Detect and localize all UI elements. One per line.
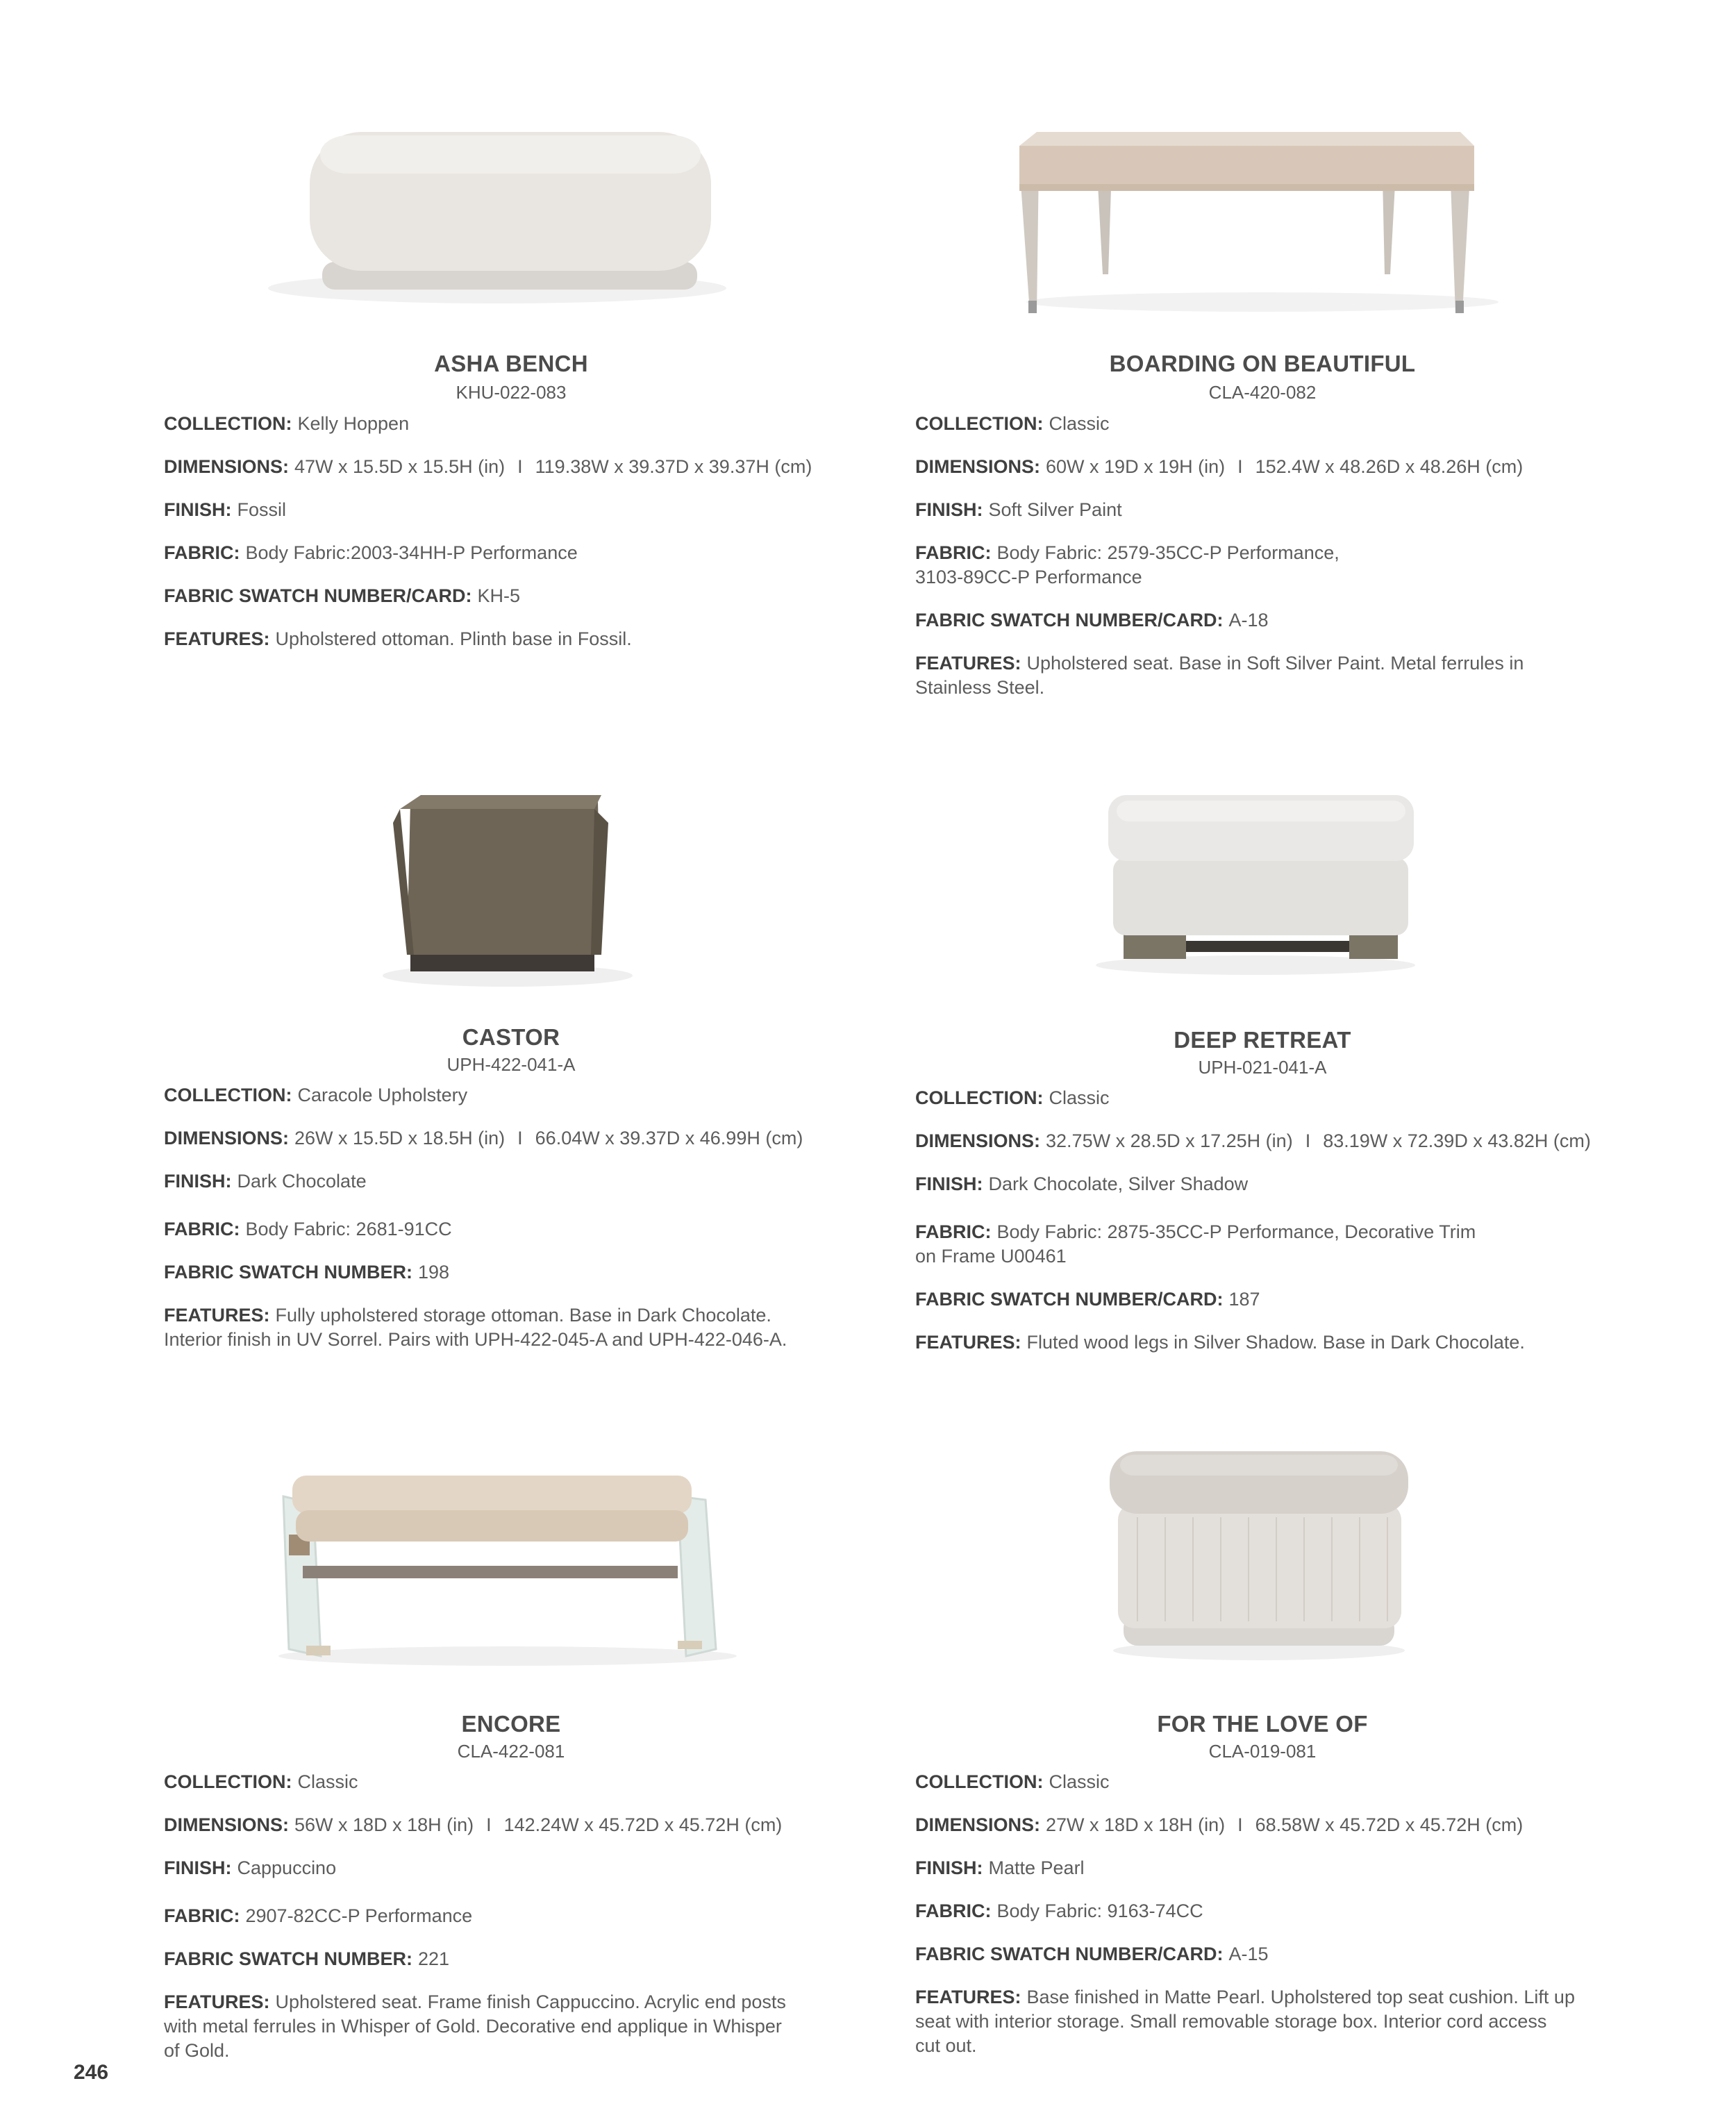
spec-swatch: FABRIC SWATCH NUMBER/CARD: 187 (915, 1289, 1260, 1310)
ottoman-illustration (915, 1448, 1610, 1698)
spec-collection: COLLECTION: Classic (915, 413, 1110, 434)
page-number: 246 (74, 2061, 109, 2084)
spec-collection: COLLECTION: Classic (915, 1087, 1110, 1108)
spec-dimensions: DIMENSIONS: 47W x 15.5D x 15.5H (in) I 119.38W x 39.37D x 39.37H (cm) (164, 456, 812, 477)
ottoman-illustration (164, 767, 858, 1017)
bench-illustration (164, 1448, 858, 1698)
product-sku: UPH-021-041-A (1198, 1057, 1327, 1078)
product-specs (915, 1086, 1610, 1373)
product-image-for-the-love-of (915, 1448, 1610, 1698)
product-image-encore (164, 1448, 858, 1698)
product-sku: KHU-022-083 (456, 382, 567, 403)
product-specs (164, 412, 858, 670)
spec-collection: COLLECTION: Caracole Upholstery (164, 1085, 468, 1105)
spec-collection: COLLECTION: Classic (915, 1771, 1110, 1792)
spec-finish: FINISH: Fossil (164, 499, 287, 520)
product-sku: UPH-422-041-A (446, 1054, 576, 1075)
product-specs (164, 1083, 858, 1371)
spec-features: FEATURES: Upholstered ottoman. Plinth base in Fossil. (164, 628, 632, 649)
bench-illustration (915, 80, 1610, 330)
ottoman-illustration (915, 767, 1610, 1017)
spec-dimensions: DIMENSIONS: 32.75W x 28.5D x 17.25H (in) I 83.19W x 72.39D x 43.82H (cm) (915, 1130, 1591, 1151)
product-specs (915, 412, 1610, 719)
spec-swatch: FABRIC SWATCH NUMBER: 198 (164, 1262, 450, 1283)
product-image-boarding-on-beautiful (915, 80, 1610, 330)
spec-swatch: FABRIC SWATCH NUMBER/CARD: KH-5 (164, 585, 520, 606)
product-specs (164, 1770, 858, 2082)
product-name: BOARDING ON BEAUTIFUL (1109, 351, 1416, 376)
spec-dimensions: DIMENSIONS: 60W x 19D x 19H (in) I 152.4W x 48.26D x 48.26H (cm) (915, 456, 1524, 477)
bench-illustration (164, 80, 858, 330)
product-specs (915, 1770, 1610, 2077)
product-sku: CLA-422-081 (457, 1741, 565, 1762)
spec-fabric: FABRIC: Body Fabric: 9163-74CC (915, 1900, 1203, 1921)
spec-features: FEATURES: Upholstered seat. Base in Soft Silver Paint. Metal ferrules in Stainless Steel. (915, 653, 1524, 698)
spec-dimensions: DIMENSIONS: 56W x 18D x 18H (in) I 142.24W x 45.72D x 45.72H (cm) (164, 1814, 783, 1835)
spec-features: FEATURES: Base finished in Matte Pearl. Upholstered top seat cushion. Lift up seat with interior storage. Small removable storage box. Interior cord access cut out. (915, 1987, 1575, 2056)
spec-collection: COLLECTION: Kelly Hoppen (164, 413, 410, 434)
spec-finish: FINISH: Dark Chocolate (164, 1171, 367, 1192)
spec-fabric: FABRIC: Body Fabric: 2681-91CC (164, 1219, 452, 1239)
product-image-castor (164, 767, 858, 1017)
spec-finish: FINISH: Dark Chocolate, Silver Shadow (915, 1173, 1249, 1194)
spec-features: FEATURES: Upholstered seat. Frame finish Cappuccino. Acrylic end posts with metal ferrules in Whisper of Gold. Decorative end applique in Whisper of Gold. (164, 1991, 786, 2061)
spec-finish: FINISH: Cappuccino (164, 1857, 337, 1878)
product-image-asha-bench (164, 80, 858, 330)
spec-features: FEATURES: Fully upholstered storage ottoman. Base in Dark Chocolate. Interior finish in UV Sorrel. Pairs with UPH-422-045-A and UPH-422-046-A. (164, 1305, 787, 1350)
spec-finish: FINISH: Matte Pearl (915, 1857, 1085, 1878)
spec-finish: FINISH: Soft Silver Paint (915, 499, 1122, 520)
product-sku: CLA-019-081 (1208, 1741, 1317, 1762)
product-name: FOR THE LOVE OF (1157, 1711, 1368, 1737)
spec-fabric: FABRIC: Body Fabric:2003-34HH-P Performance (164, 542, 578, 563)
spec-swatch: FABRIC SWATCH NUMBER: 221 (164, 1948, 450, 1969)
product-name: ASHA BENCH (434, 351, 588, 376)
product-name: CASTOR (462, 1024, 560, 1050)
spec-features: FEATURES: Fluted wood legs in Silver Shadow. Base in Dark Chocolate. (915, 1332, 1525, 1353)
product-name: ENCORE (461, 1711, 561, 1737)
spec-swatch: FABRIC SWATCH NUMBER/CARD: A-15 (915, 1944, 1269, 1964)
spec-dimensions: DIMENSIONS: 26W x 15.5D x 18.5H (in) I 66.04W x 39.37D x 46.99H (cm) (164, 1128, 803, 1148)
spec-swatch: FABRIC SWATCH NUMBER/CARD: A-18 (915, 610, 1269, 630)
spec-fabric: FABRIC: Body Fabric: 2579-35CC-P Performance, 3103-89CC-P Performance (915, 542, 1339, 587)
product-image-deep-retreat (915, 767, 1610, 1017)
spec-collection: COLLECTION: Classic (164, 1771, 358, 1792)
spec-dimensions: DIMENSIONS: 27W x 18D x 18H (in) I 68.58W x 45.72D x 45.72H (cm) (915, 1814, 1524, 1835)
product-name: DEEP RETREAT (1174, 1027, 1351, 1053)
product-sku: CLA-420-082 (1208, 382, 1317, 403)
spec-fabric: FABRIC: 2907-82CC-P Performance (164, 1905, 473, 1926)
spec-fabric: FABRIC: Body Fabric: 2875-35CC-P Performance, Decorative Trim on Frame U00461 (915, 1221, 1476, 1267)
